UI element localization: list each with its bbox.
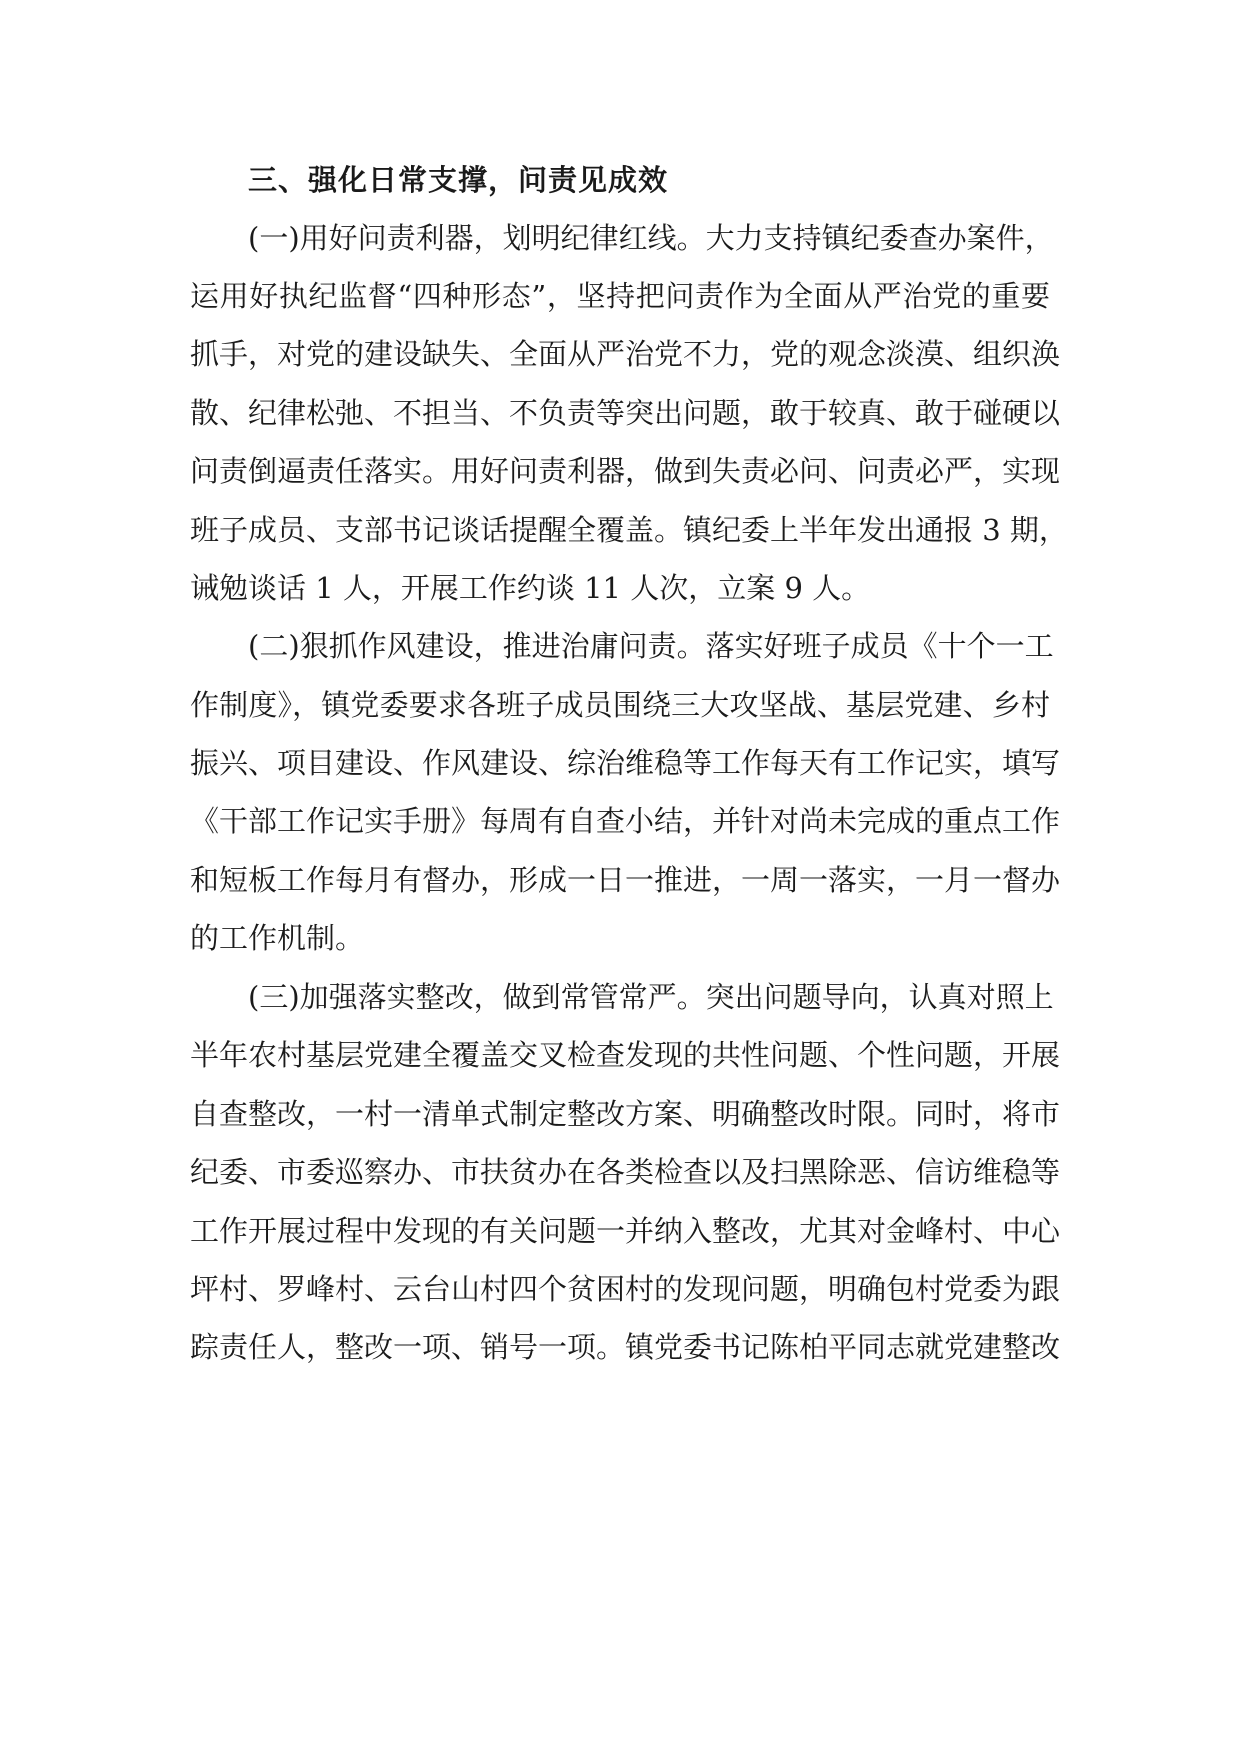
paragraph-2-line-5: 和短板工作每月有督办，形成一日一推进，一周一落实，一月一督办 <box>190 863 1061 897</box>
paragraph-1-line-7: 诫勉谈话 1 人，开展工作约谈 11 人次，立案 9 人。 <box>190 571 871 605</box>
paragraph-3-line-6: 坪村、罗峰村、云台山村四个贫困村的发现问题，明确包村党委为跟 <box>190 1272 1061 1306</box>
paragraph-3-line-2: 半年农村基层党建全覆盖交叉检查发现的共性问题、个性问题，开展 <box>190 1038 1061 1072</box>
paragraph-2-line-1: (二)狠抓作风建设，推进治庸问责。落实好班子成员《十个一工 <box>248 629 1054 663</box>
paragraph-3-line-5: 工作开展过程中发现的有关问题一并纳入整改，尤其对金峰村、中心 <box>190 1214 1061 1248</box>
section-heading: 三、强化日常支撑，问责见成效 <box>248 163 669 197</box>
paragraph-2-line-3: 振兴、项目建设、作风建设、综治维稳等工作每天有工作记实，填写 <box>190 746 1061 780</box>
paragraph-2-line-4: 《干部工作记实手册》每周有自查小结，并针对尚未完成的重点工作 <box>190 804 1061 838</box>
paragraph-1-line-2: 运用好执纪监督“四种形态”，坚持把问责作为全面从严治党的重要 <box>190 279 1050 313</box>
paragraph-3-line-3: 自查整改，一村一清单式制定整改方案、明确整改时限。同时，将市 <box>190 1097 1061 1131</box>
paragraph-2-line-2: 作制度》，镇党委要求各班子成员围绕三大攻坚战、基层党建、乡村 <box>190 688 1050 722</box>
paragraph-3-line-4: 纪委、市委巡察办、市扶贫办在各类检查以及扫黑除恶、信访维稳等 <box>190 1155 1061 1189</box>
paragraph-1-line-3: 抓手，对党的建设缺失、全面从严治党不力，党的观念淡漠、组织涣 <box>190 337 1061 371</box>
paragraph-1-line-4: 散、纪律松弛、不担当、不负责等突出问题，敢于较真、敢于碰硬以 <box>190 396 1061 430</box>
paragraph-1-line-6: 班子成员、支部书记谈话提醒全覆盖。镇纪委上半年发出通报 3 期， <box>190 513 1068 547</box>
paragraph-1-line-5: 问责倒逼责任落实。用好问责利器，做到失责必问、问责必严，实现 <box>190 454 1061 488</box>
paragraph-3-line-7: 踪责任人，整改一项、销号一项。镇党委书记陈柏平同志就党建整改 <box>190 1330 1061 1364</box>
paragraph-1-line-1: (一)用好问责利器，划明纪律红线。大力支持镇纪委查办案件， <box>248 221 1054 255</box>
paragraph-2-line-6: 的工作机制。 <box>190 921 365 955</box>
paragraph-3-line-1: (三)加强落实整改，做到常管常严。突出问题导向，认真对照上 <box>248 980 1054 1014</box>
